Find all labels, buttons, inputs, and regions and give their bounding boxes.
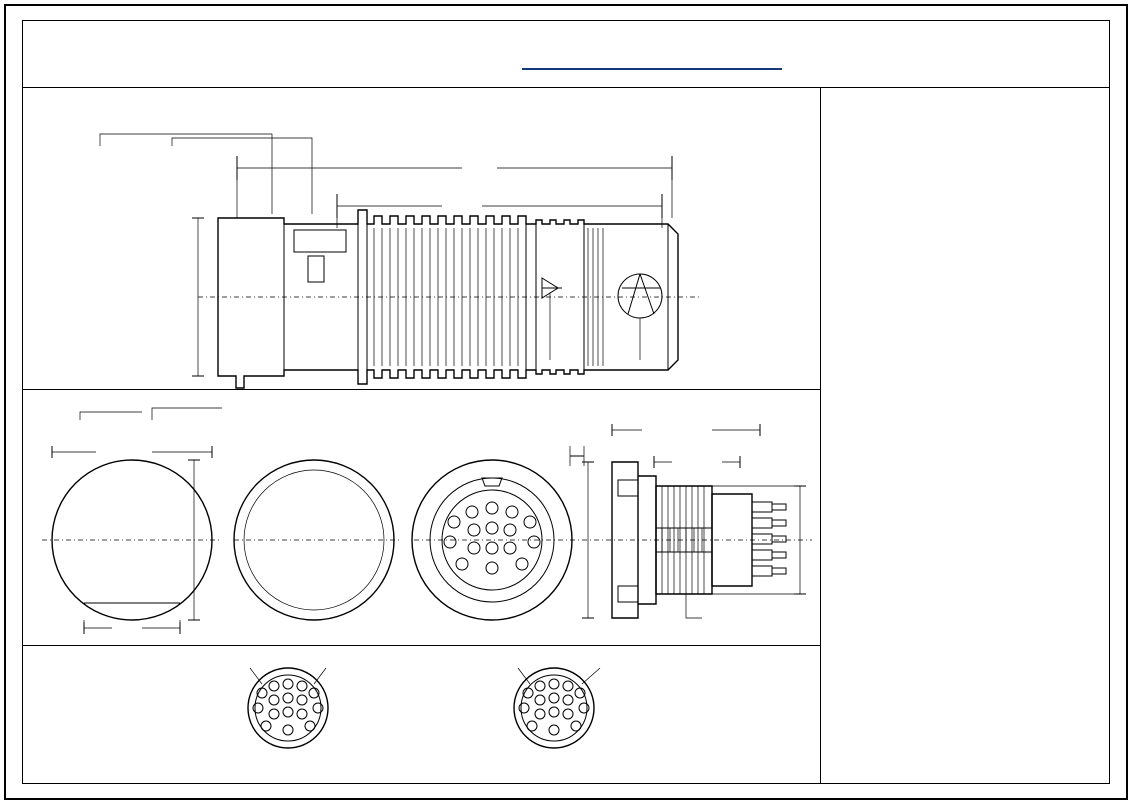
plug-side-view-drawing [22,88,820,390]
receptacle-drawing [22,390,820,646]
title-block-header [22,20,1110,88]
specifications-panel [820,88,1110,784]
solder-end-pin-maps [22,646,820,784]
specifications-list [821,88,1110,92]
header-rule [522,68,782,70]
section-product-dimensions [22,88,820,390]
section-receptacle-views [22,390,820,646]
section-solder-end-view [22,646,820,784]
